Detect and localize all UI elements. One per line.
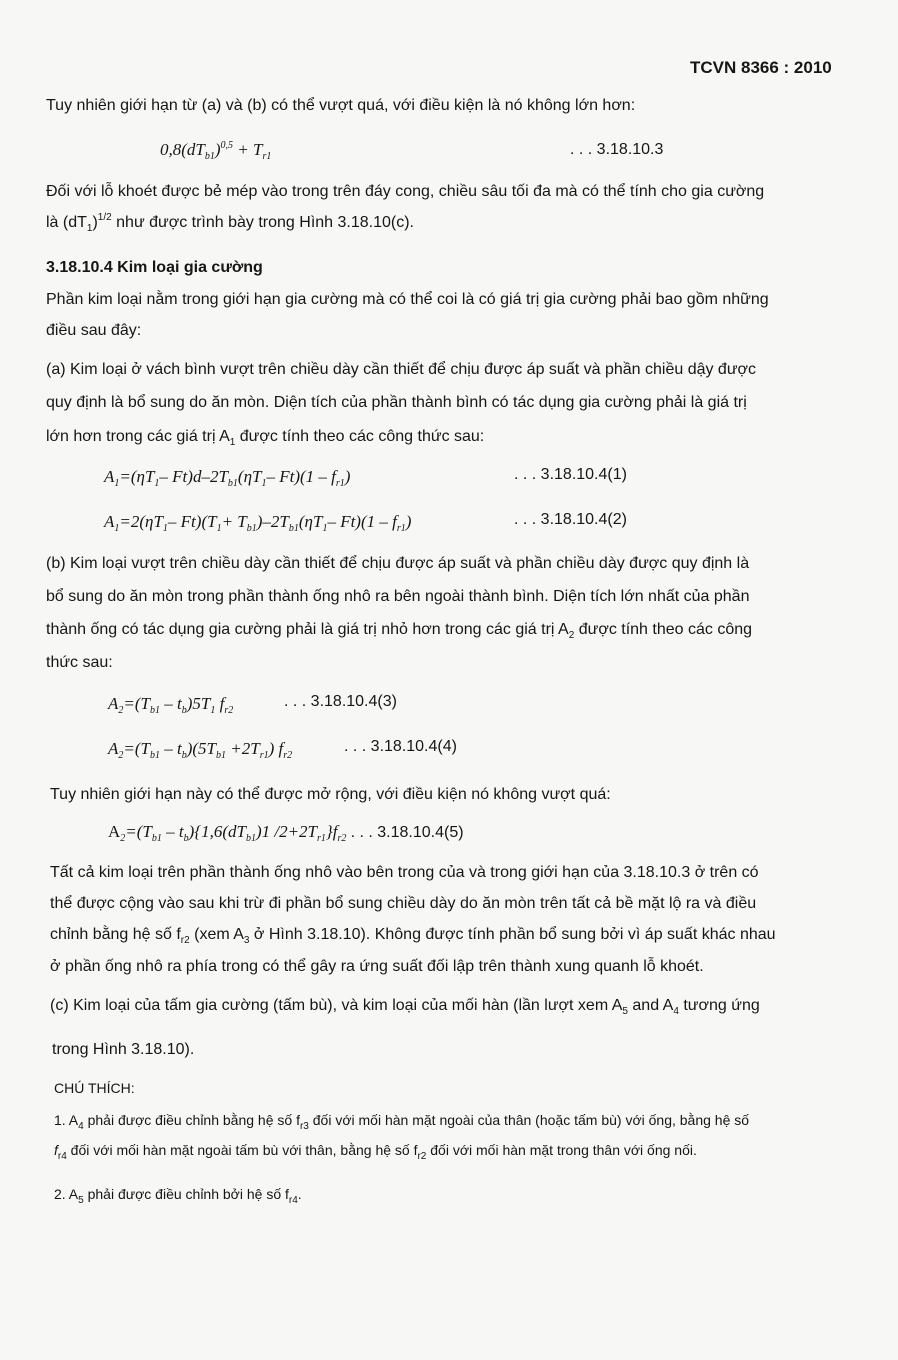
paragraph-all-metal-line3: chỉnh bằng hệ số $f_{r2}$ (xem $A_3$ ở Hình 3.18.10). Không được tính phần bổ sung bởi vì áp suất khác nhau xyxy=(50,926,776,946)
equation-ref: . . . 3.18.10.4(2) xyxy=(514,511,627,528)
item-c-line1: (c) Kim loại của tấm gia cường (tấm bù), và kim loại của mối hàn (lần lượt xem $A_5$ and $A_4$ tương ứng xyxy=(50,997,760,1017)
note-2: 2. $A_5$ phải được điều chỉnh bởi hệ số $f_{r4}$. xyxy=(54,1186,302,1206)
equation-ref: . . . 3.18.10.4(1) xyxy=(514,466,627,483)
document-code: TCVN 8366 : 2010 xyxy=(690,58,832,77)
item-b-line3: thành ống có tác dụng gia cường phải là giá trị nhỏ hơn trong các giá trị $A_2$ được tính theo các công xyxy=(46,621,753,641)
equation-3-18-10-4-5: $A_2=(T_{b1} - t_b)\{1,6(dT_{b1})1$ $/2+2T_{r1}\}f_{r2}$ . . . 3.18.10.4(5) xyxy=(108,822,464,844)
equation-ref: . . . 3.18.10.4(5) xyxy=(350,824,464,841)
paragraph-metal-list-intro-line2: điều sau đây: xyxy=(46,322,142,339)
equation-ref: . . . 3.18.10.4(4) xyxy=(344,738,457,755)
item-a-line2: quy định là bổ sung do ăn mòn. Diện tích của phần thành bình có tác dụng gia cường phải là giá trị xyxy=(46,394,747,411)
paragraph-limit-intro: Tuy nhiên giới hạn từ (a) và (b) có thể vượt quá, với điều kiện là nó không lớn hơn: xyxy=(46,97,636,114)
equation-3-18-10-4-4: $A_2=(T_{b1} - t_b)(5T_{b1} +2T_{r1})$ $f_{r2}$ xyxy=(108,739,293,761)
item-b-line1: (b) Kim loại vượt trên chiều dày cần thiết để chịu được áp suất và phần chiều dày được quy định là xyxy=(46,555,750,572)
note-1-line1: 1. $A_4$ phải được điều chỉnh bằng hệ số $f_{r3}$ đối với mối hàn mặt ngoài của thân (hoặc tấm bù) với ống, bằng hệ số xyxy=(54,1112,750,1132)
paragraph-flanged-opening: Đối với lỗ khoét được bẻ mép vào trong trên đáy cong, chiều sâu tối đa mà có thể tính cho gia cường xyxy=(46,183,765,200)
equation-3-18-10-4-1: $A_1=(\eta T_1-$ $Ft)d-2T_{b1}(\eta T_1-$ $Ft)(1 - f_{r1})$ xyxy=(104,467,351,489)
equation-3-18-10-3: $0,8(dT_{b1})^{0,5} + T_{r1}$ xyxy=(160,140,272,162)
equation-3-18-10-4-3: $A_2=(T_{b1} - t_b)5T_1$ $f_{r2}$ xyxy=(108,694,234,716)
paragraph-metal-list-intro: Phần kim loại nằm trong giới hạn gia cường mà có thể coi là có giá trị gia cường phải bao gồm những xyxy=(46,291,769,308)
paragraph-all-metal-line2: thể được cộng vào sau khi trừ đi phần bổ sung chiều dày do ăn mòn trên tất cả bề mặt lộ ra và điều xyxy=(50,895,757,912)
section-heading: 3.18.10.4 Kim loại gia cường xyxy=(46,259,263,276)
item-a-line3: lớn hơn trong các giá trị $A_1$ được tính theo các công thức sau: xyxy=(46,428,485,448)
item-b-line4: thức sau: xyxy=(46,654,113,671)
paragraph-all-metal-line1: Tất cả kim loại trên phần thành ống nhô vào bên trong của và trong giới hạn của 3.18.10.3 ở trên có xyxy=(50,864,759,881)
item-c-line2: trong Hình 3.18.10). xyxy=(52,1041,195,1058)
equation-ref: . . . 3.18.10.3 xyxy=(570,141,664,158)
note-1-line2: $f_{r4}$ đối với mối hàn mặt ngoài tấm bù với thân, bằng hệ số $f_{r2}$ đối với mối hàn mặt trong thân với ống nối. xyxy=(54,1142,697,1162)
notes-title: CHÚ THÍCH: xyxy=(54,1080,135,1096)
item-b-line2: bổ sung do ăn mòn trong phần thành ống nhô ra bên ngoài thành bình. Diện tích lớn nhất của phần xyxy=(46,588,750,605)
item-a-line1: (a) Kim loại ở vách bình vượt trên chiều dày cần thiết để chịu được áp suất và phần chiều dậy được xyxy=(46,361,757,378)
paragraph-flanged-opening-line2: là $(dT_1)^{1/2}$ như được trình bày trong Hình 3.18.10(c). xyxy=(46,212,414,234)
equation-ref: . . . 3.18.10.4(3) xyxy=(284,693,397,710)
paragraph-all-metal-line4: ở phần ống nhô ra phía trong có thể gây ra ứng suất đối lập trên thành xung quanh lỗ khoét. xyxy=(50,958,704,975)
paragraph-extended-limit: Tuy nhiên giới hạn này có thể được mở rộng, với điều kiện nó không vượt quá: xyxy=(50,786,611,803)
equation-3-18-10-4-2: $A_1=2(\eta T_1-$ $Ft)(T_1+ T_{b1})-2T_{b1}(\eta T_1-$ $Ft)(1 - f_{r1})$ xyxy=(104,512,412,534)
